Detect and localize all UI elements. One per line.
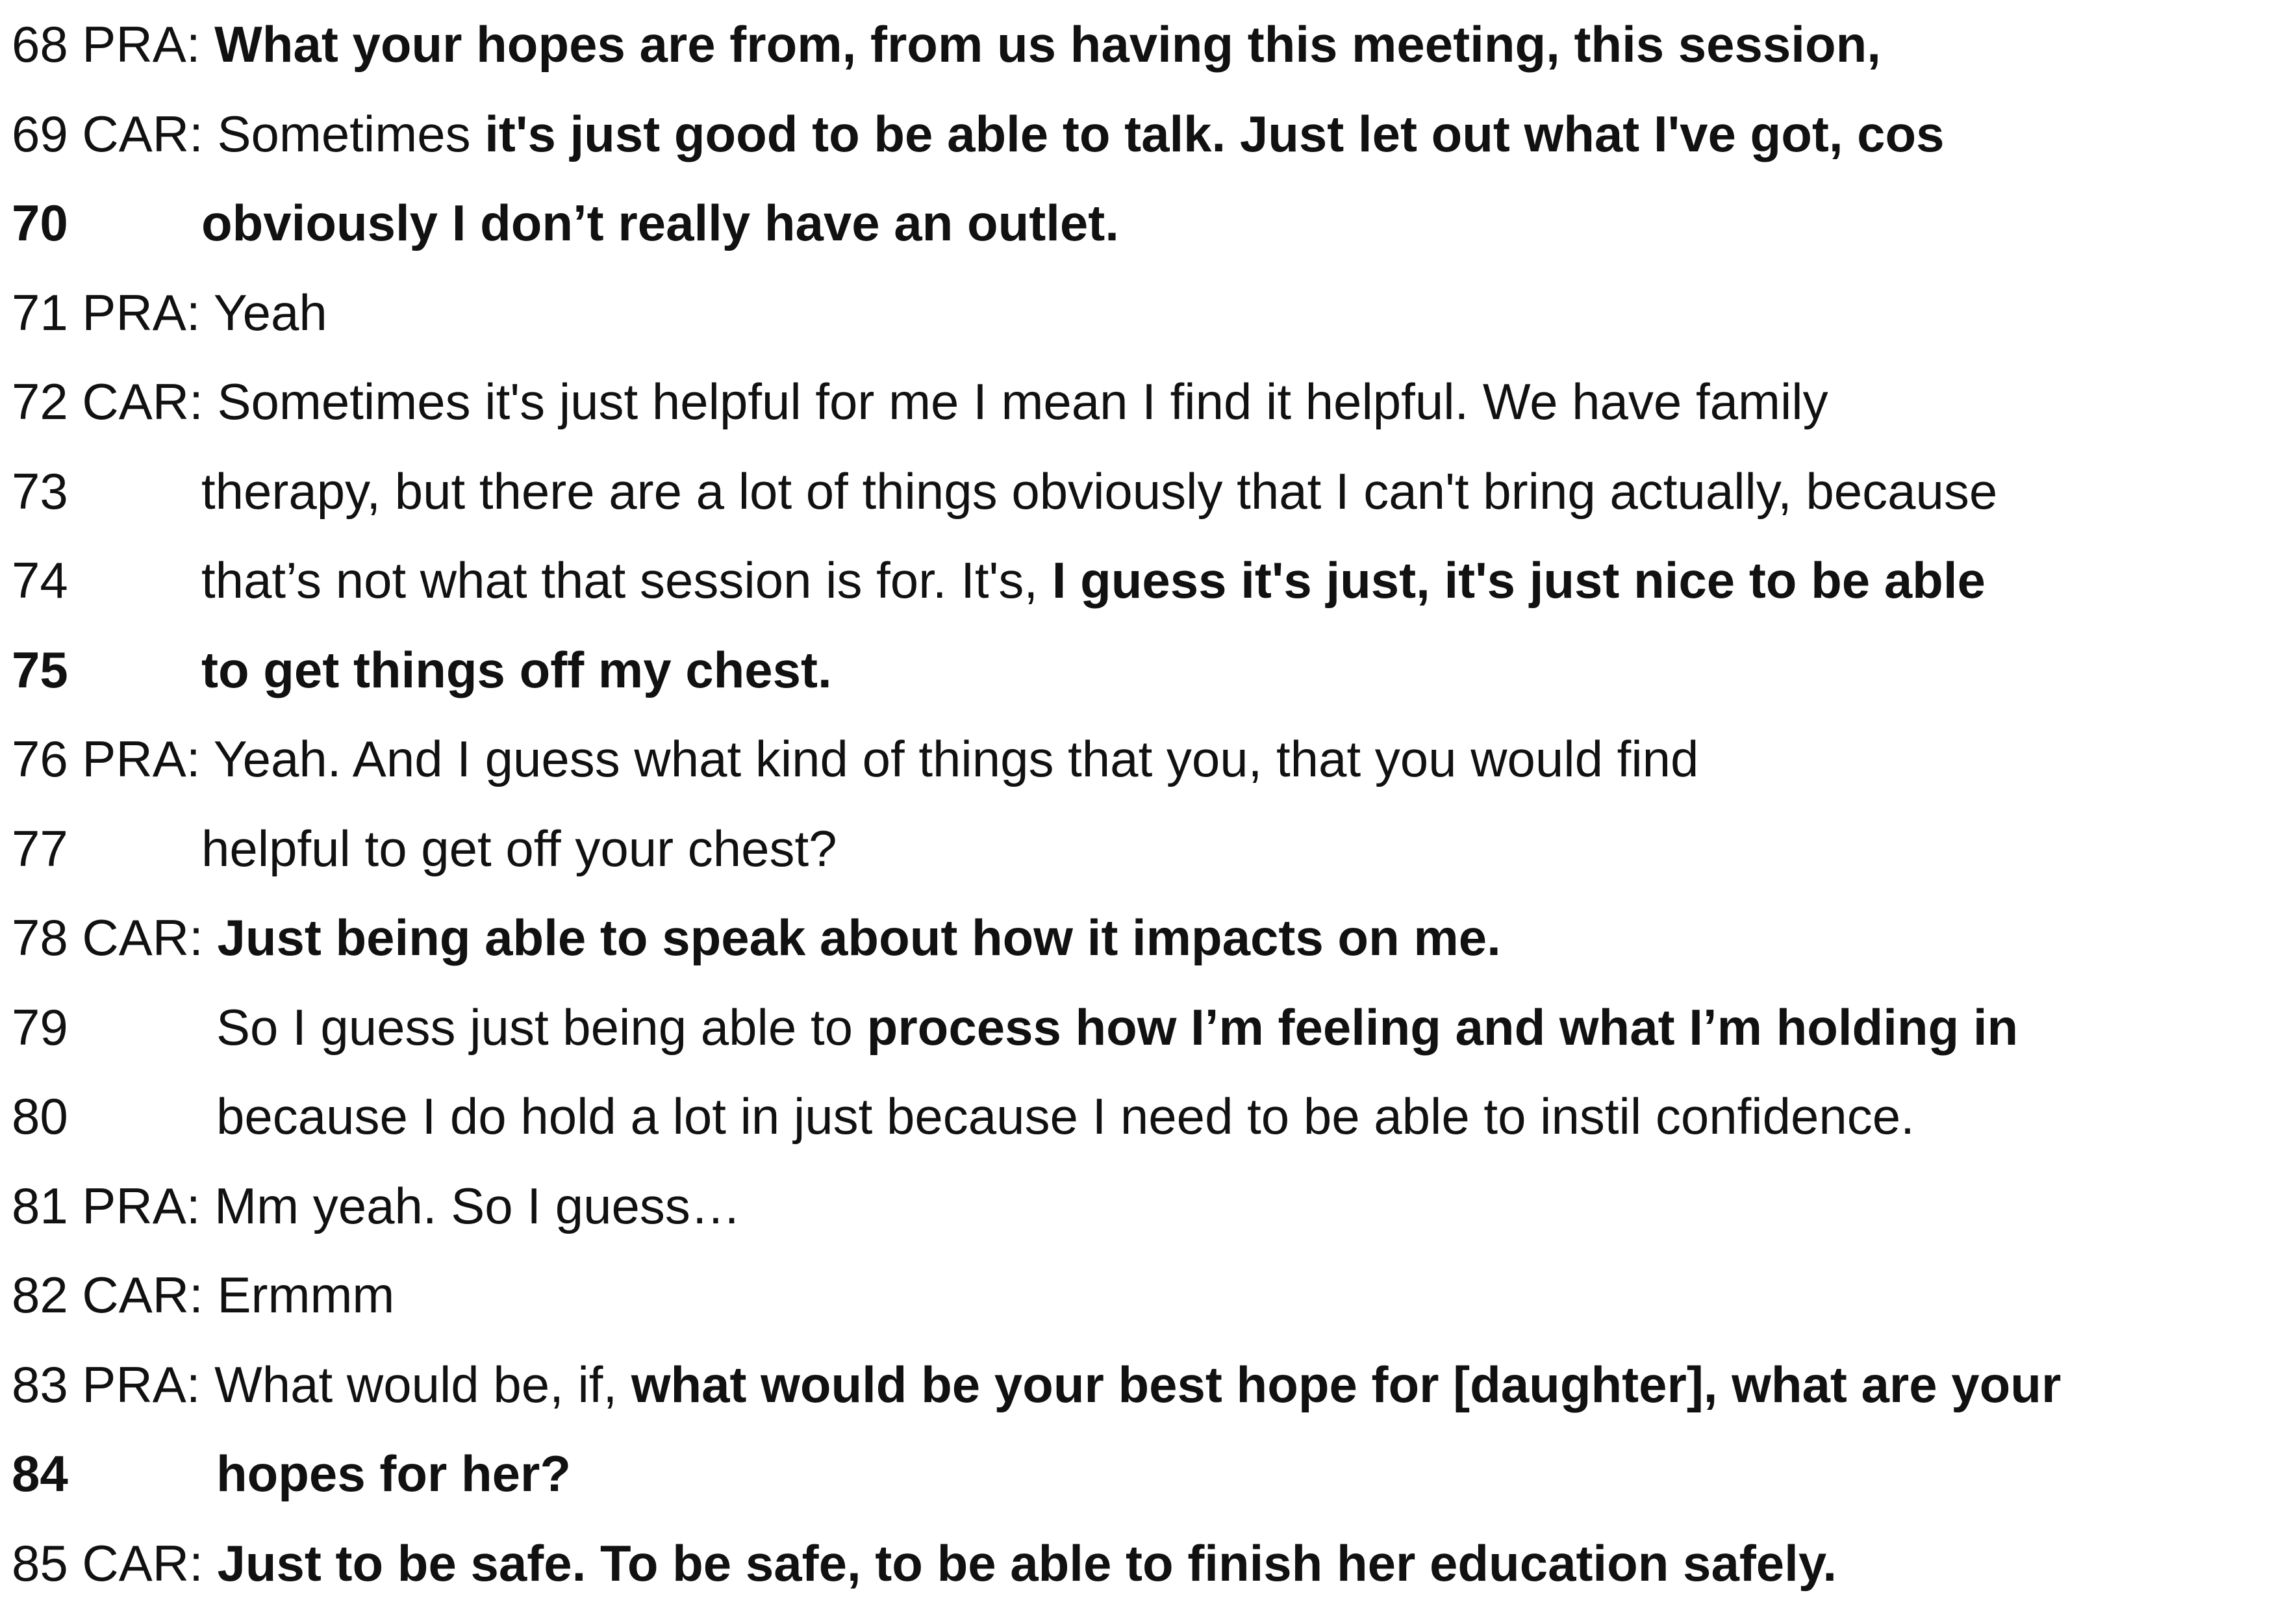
line-number: 72: [12, 373, 68, 430]
utterance-text: obviously I don’t really have an outlet.: [201, 194, 1119, 251]
line-number: 79: [12, 999, 68, 1056]
transcript-line: [12, 1162, 2285, 1251]
utterance-text: What your hopes are from, from us having this meeting, this session,: [201, 16, 1881, 73]
utterance-text: Ermmm: [203, 1266, 395, 1323]
utterance-text: because I do hold a lot in just because I need to be able to instil confidence.: [216, 1088, 1915, 1145]
line-number: 73: [12, 463, 68, 520]
line-number: 85: [12, 1535, 68, 1592]
utterance-text: Mm yeah. So I guess…: [201, 1177, 741, 1234]
utterance-text: hopes for her?: [216, 1445, 571, 1502]
line-number: 84: [12, 1445, 68, 1502]
transcript-line: [12, 804, 2285, 894]
speaker-label: CAR:: [68, 105, 203, 162]
continuation-text: [216, 983, 2018, 1073]
continuation-text: [216, 1429, 571, 1519]
utterance-text: Yeah. And I guess what kind of things that you, that you would find: [201, 730, 1699, 787]
utterance-text: I guess it's just, it's just nice to be able: [1052, 552, 1986, 609]
transcript-line: [12, 715, 2285, 804]
line-number: 71: [12, 284, 68, 341]
utterance-text: Sometimes it's just helpful for me I mean I find it helpful. We have family: [203, 373, 1828, 430]
line-number: 70: [12, 194, 68, 251]
line-number: 80: [12, 1088, 68, 1145]
utterance-text: So I guess just being able to: [216, 999, 867, 1056]
line-number: 78: [12, 909, 68, 966]
transcript-line: [12, 983, 2285, 1073]
line-number: 76: [12, 730, 68, 787]
transcript-line: [12, 447, 2285, 537]
line-number: 82: [12, 1266, 68, 1323]
line-number: 83: [12, 1356, 68, 1413]
transcript-line: [12, 893, 2285, 983]
line-number: 74: [12, 552, 68, 609]
utterance-text: Sometimes: [203, 105, 485, 162]
line-number: 81: [12, 1177, 68, 1234]
speaker-label: PRA:: [68, 730, 201, 787]
transcript-line: [12, 1251, 2285, 1340]
utterance-text: Yeah: [201, 284, 327, 341]
transcript-line: [12, 1340, 2285, 1430]
speaker-label: PRA:: [68, 1177, 201, 1234]
transcript-line: [12, 90, 2285, 179]
utterance-text: process how I’m feeling and what I’m holding in: [867, 999, 2018, 1056]
utterance-text: helpful to get off your chest?: [201, 820, 837, 877]
continuation-text: [216, 1072, 1915, 1162]
transcript-line: [12, 179, 2285, 268]
speaker-label: PRA:: [68, 16, 201, 73]
utterance-text: to get things off my chest.: [201, 641, 832, 698]
transcript-line: [12, 0, 2285, 90]
continuation-text: [201, 626, 832, 715]
speaker-label: PRA:: [68, 1356, 201, 1413]
transcript-line: [12, 357, 2285, 447]
utterance-text: what would be your best hope for [daughter], what are your: [631, 1356, 2061, 1413]
transcript-line: [12, 536, 2285, 626]
continuation-text: [201, 447, 1997, 537]
speaker-label: CAR:: [68, 1266, 203, 1323]
utterance-text: Just to be safe. To be safe, to be able to finish her education safely.: [203, 1535, 1837, 1592]
line-number: 69: [12, 105, 68, 162]
utterance-text: that’s not what that session is for. It's,: [201, 552, 1052, 609]
transcript-line: [12, 1519, 2285, 1608]
continuation-text: [201, 804, 837, 894]
speaker-label: CAR:: [68, 909, 203, 966]
transcript-line: [12, 1072, 2285, 1162]
transcript-line: [12, 626, 2285, 715]
transcript-line: [12, 1429, 2285, 1519]
speaker-label: PRA:: [68, 284, 201, 341]
continuation-text: [201, 179, 1119, 268]
utterance-text: Just being able to speak about how it impacts on me.: [203, 909, 1501, 966]
transcript: [12, 0, 2285, 1608]
continuation-text: [201, 536, 1986, 626]
line-number: 68: [12, 16, 68, 73]
utterance-text: therapy, but there are a lot of things obviously that I can't bring actually, because: [201, 463, 1997, 520]
utterance-text: it's just good to be able to talk. Just let out what I've got, cos: [485, 105, 1944, 162]
line-number: 75: [12, 641, 68, 698]
speaker-label: CAR:: [68, 1535, 203, 1592]
utterance-text: What would be, if,: [201, 1356, 631, 1413]
speaker-label: CAR:: [68, 373, 203, 430]
transcript-line: [12, 268, 2285, 358]
line-number: 77: [12, 820, 68, 877]
